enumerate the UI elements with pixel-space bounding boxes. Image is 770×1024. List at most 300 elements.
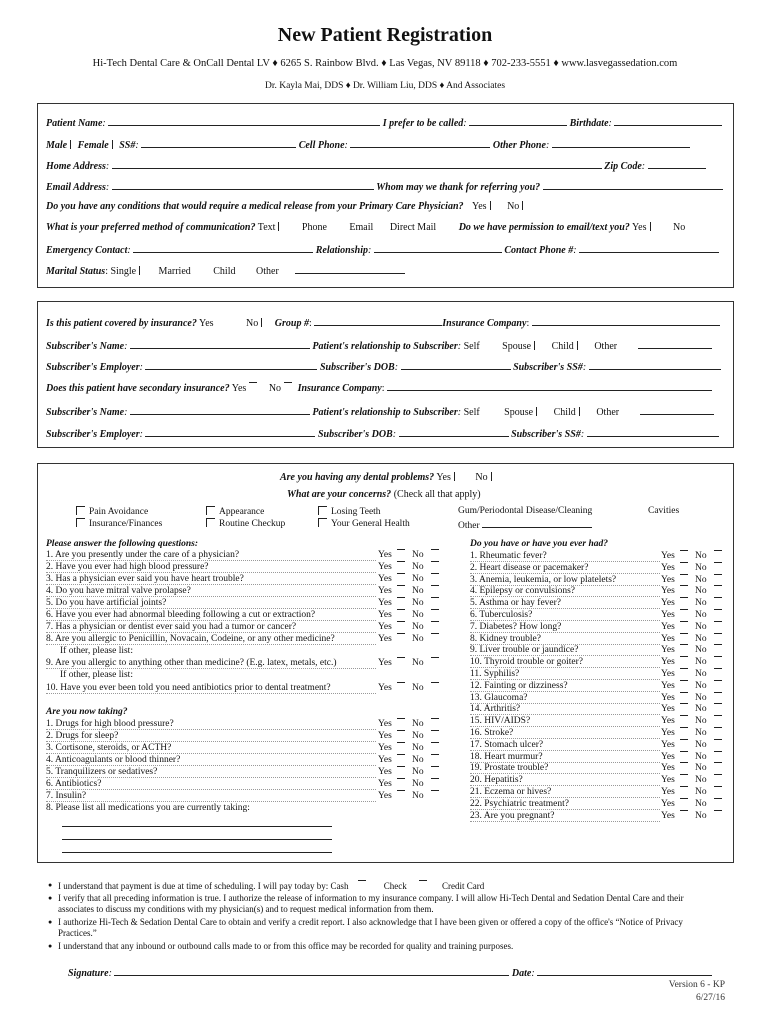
- yes-checkbox[interactable]: [680, 574, 688, 575]
- no-checkbox[interactable]: [714, 585, 722, 586]
- patient-name-field[interactable]: [108, 116, 380, 126]
- no-option[interactable]: No: [695, 669, 707, 679]
- question-label: 5. Asthma or hay fever?: [470, 598, 660, 609]
- yes-checkbox[interactable]: [680, 727, 688, 728]
- no-option[interactable]: No: [695, 704, 707, 715]
- question-row: [470, 692, 707, 704]
- yes-checkbox[interactable]: [680, 668, 688, 669]
- yes-option[interactable]: Yes: [378, 731, 392, 741]
- yes-checkbox[interactable]: [680, 810, 688, 811]
- yes-option[interactable]: Yes: [378, 791, 392, 801]
- other-phone-field[interactable]: [552, 138, 690, 148]
- no-option[interactable]: No: [695, 798, 707, 809]
- page-title: New Patient Registration: [277, 24, 493, 46]
- ss-field[interactable]: [141, 138, 296, 148]
- sex-ss-row: Male Female SS#: Cell Phone: Other Phone:: [46, 138, 690, 151]
- question-row: [470, 657, 707, 668]
- question-label: 22. Psychiatric treatment?: [470, 799, 660, 810]
- no-checkbox[interactable]: [714, 739, 722, 740]
- no-checkbox[interactable]: [714, 751, 722, 752]
- yes-option[interactable]: Yes: [378, 779, 392, 789]
- yes-checkbox[interactable]: [397, 549, 405, 550]
- birthdate-field[interactable]: [614, 116, 722, 126]
- no-option[interactable]: No: [412, 767, 424, 777]
- pay-check-checkbox[interactable]: [419, 880, 427, 881]
- relationship-field[interactable]: [374, 243, 502, 253]
- yes-option[interactable]: Yes: [378, 598, 392, 608]
- cell-phone-field[interactable]: [350, 138, 490, 148]
- checkbox-icon: [206, 506, 215, 515]
- no-checkbox[interactable]: [714, 550, 722, 551]
- yes-checkbox[interactable]: [397, 766, 405, 767]
- yes-option[interactable]: Yes: [661, 574, 675, 585]
- subscriber-ss-field[interactable]: [589, 360, 721, 370]
- yes-checkbox[interactable]: [680, 644, 688, 645]
- question-row: [46, 791, 424, 802]
- no-option[interactable]: No: [695, 574, 707, 585]
- question-label: 11. Syphilis?: [470, 669, 660, 680]
- secondary-rel-spouse-checkbox[interactable]: [536, 407, 538, 416]
- no-checkbox[interactable]: [714, 668, 722, 669]
- question-row: [46, 550, 424, 561]
- no-option[interactable]: No: [695, 692, 707, 703]
- yes-checkbox[interactable]: [680, 798, 688, 799]
- home-address-row: Home Address: Zip Code:: [46, 159, 706, 172]
- yes-checkbox[interactable]: [397, 790, 405, 791]
- yes-option[interactable]: Yes: [378, 586, 392, 596]
- no-checkbox[interactable]: [714, 727, 722, 728]
- no-checkbox[interactable]: [431, 609, 439, 610]
- yes-checkbox[interactable]: [397, 573, 405, 574]
- no-option[interactable]: No: [695, 633, 707, 644]
- yes-checkbox[interactable]: [680, 692, 688, 693]
- question-label: 18. Heart murmur?: [470, 752, 660, 763]
- patient-info-section: [37, 103, 734, 288]
- communication-row: What is your preferred method of communication? Text Phone Email Direct Mail Do we have permission to email/text you? Yes No: [46, 222, 686, 233]
- question-row: [470, 716, 707, 727]
- no-option[interactable]: No: [695, 728, 707, 738]
- yes-checkbox[interactable]: [397, 657, 405, 658]
- yes-option[interactable]: Yes: [378, 574, 392, 584]
- question-label: 15. HIV/AIDS?: [470, 716, 660, 727]
- secondary-subscriber-name-field[interactable]: [130, 405, 310, 415]
- email-row: Email Address: Whom may we thank for referring you?: [46, 180, 723, 193]
- question-row: [46, 586, 424, 597]
- checkbox-icon: [76, 506, 85, 515]
- no-option[interactable]: No: [412, 634, 424, 644]
- yes-option[interactable]: Yes: [661, 728, 675, 738]
- no-checkbox[interactable]: [714, 715, 722, 716]
- comm-text-checkbox[interactable]: [278, 222, 280, 231]
- no-option[interactable]: No: [412, 779, 424, 789]
- no-option[interactable]: No: [695, 610, 707, 620]
- pay-cash-checkbox[interactable]: [358, 880, 366, 881]
- yes-option[interactable]: Yes: [661, 704, 675, 715]
- no-checkbox[interactable]: [714, 574, 722, 575]
- yes-option[interactable]: Yes: [661, 645, 675, 656]
- version-date: 6/27/16: [695, 993, 725, 1003]
- yes-checkbox[interactable]: [680, 621, 688, 622]
- version-label: Version 6 - KP: [668, 980, 725, 990]
- yes-checkbox[interactable]: [397, 778, 405, 779]
- yes-checkbox[interactable]: [397, 621, 405, 622]
- secondary-ss-field[interactable]: [587, 427, 719, 437]
- yes-option[interactable]: Yes: [378, 719, 392, 729]
- question-row: [470, 586, 707, 597]
- concern-other[interactable]: Other: [458, 518, 592, 531]
- no-checkbox[interactable]: [714, 644, 722, 645]
- yes-option[interactable]: Yes: [378, 562, 392, 572]
- no-option[interactable]: No: [412, 658, 424, 668]
- yes-checkbox[interactable]: [680, 751, 688, 752]
- yes-checkbox[interactable]: [397, 561, 405, 562]
- conditions-yes-checkbox[interactable]: [490, 201, 492, 210]
- concern-appearance[interactable]: Appearance: [206, 506, 264, 517]
- checkbox-icon: [206, 518, 215, 527]
- yes-option[interactable]: Yes: [661, 787, 675, 797]
- no-checkbox[interactable]: [714, 762, 722, 763]
- yes-checkbox[interactable]: [680, 562, 688, 563]
- question-row: [46, 634, 424, 645]
- question-row: [470, 633, 707, 645]
- question-label: 23. Are you pregnant?: [470, 811, 660, 822]
- checkbox-icon: [318, 506, 327, 515]
- no-option[interactable]: No: [412, 683, 424, 693]
- subscriber-name-field[interactable]: [130, 339, 310, 349]
- question-label: 5. Tranquilizers or sedatives?: [46, 767, 376, 778]
- question-label: 3. Anemia, leukemia, or low platelets?: [470, 575, 660, 586]
- yes-option[interactable]: Yes: [661, 657, 675, 668]
- no-checkbox[interactable]: [431, 754, 439, 755]
- yes-option[interactable]: Yes: [661, 751, 675, 762]
- yes-option[interactable]: Yes: [661, 763, 675, 774]
- concern-insurance[interactable]: Insurance/Finances: [76, 518, 162, 529]
- no-checkbox[interactable]: [714, 774, 722, 775]
- subscriber-dob-field[interactable]: [401, 360, 511, 370]
- concern-checkup[interactable]: Routine Checkup: [206, 518, 285, 529]
- no-checkbox[interactable]: [714, 810, 722, 811]
- question-row: [470, 739, 707, 751]
- secondary-rel-other-field[interactable]: [640, 405, 714, 415]
- yes-option[interactable]: Yes: [661, 598, 675, 609]
- secondary-employer-field[interactable]: [145, 427, 315, 437]
- yes-checkbox[interactable]: [397, 718, 405, 719]
- home-address-field[interactable]: [112, 159, 602, 169]
- zip-field[interactable]: [648, 159, 706, 169]
- no-option[interactable]: No: [695, 621, 707, 632]
- male-checkbox[interactable]: [70, 140, 72, 149]
- yes-checkbox[interactable]: [680, 774, 688, 775]
- practice-info: Hi-Tech Dental Care & OnCall Dental LV ♦ 6265 S. Rainbow Blvd. ♦ Las Vegas, NV 89118 ♦ 702-233-5551 ♦ www.lasvegassedation.com: [92, 58, 678, 69]
- no-checkbox[interactable]: [431, 597, 439, 598]
- yes-option[interactable]: Yes: [661, 810, 675, 821]
- yes-option[interactable]: Yes: [661, 775, 675, 786]
- no-option[interactable]: No: [412, 755, 424, 765]
- question-row: [470, 598, 707, 609]
- yes-checkbox[interactable]: [680, 703, 688, 704]
- no-checkbox[interactable]: [431, 657, 439, 658]
- question-row: [46, 743, 424, 754]
- no-checkbox[interactable]: [714, 798, 722, 799]
- no-option[interactable]: No: [695, 751, 707, 762]
- no-checkbox[interactable]: [431, 742, 439, 743]
- question-label: 3. Cortisone, steroids, or ACTH?: [46, 743, 376, 754]
- concern-pain[interactable]: Pain Avoidance: [76, 506, 148, 517]
- no-checkbox[interactable]: [714, 786, 722, 787]
- patient-name-row: Patient Name: I prefer to be called: Birthdate:: [46, 116, 722, 129]
- yes-checkbox[interactable]: [680, 633, 688, 634]
- no-checkbox[interactable]: [431, 682, 439, 683]
- no-checkbox[interactable]: [714, 680, 722, 681]
- no-option[interactable]: No: [695, 551, 707, 561]
- no-checkbox[interactable]: [714, 562, 722, 563]
- question-row: [470, 751, 707, 763]
- question-label: 7. Insulin?: [46, 791, 376, 802]
- yes-option[interactable]: Yes: [378, 550, 392, 560]
- group-field[interactable]: [314, 316, 442, 326]
- no-option[interactable]: No: [412, 719, 424, 729]
- rel-child-checkbox[interactable]: [577, 341, 579, 350]
- permission-yes-checkbox[interactable]: [650, 222, 652, 231]
- medication-line[interactable]: [62, 817, 332, 827]
- no-option[interactable]: No: [412, 598, 424, 608]
- dental-problems-yes-checkbox[interactable]: [454, 472, 456, 481]
- concern-losing-teeth[interactable]: Losing Teeth: [318, 506, 381, 517]
- emergency-row: Emergency Contact: Relationship: Contact Phone #:: [46, 243, 719, 256]
- no-checkbox[interactable]: [431, 549, 439, 550]
- question-label: 9. Are you allergic to anything other than medicine? (E.g. latex, metals, etc.): [46, 658, 376, 669]
- question-label: 7. Has a physician or dentist ever said you had a tumor or cancer?: [46, 622, 376, 633]
- no-option[interactable]: No: [695, 716, 707, 727]
- no-option[interactable]: No: [695, 586, 707, 597]
- question-row: [470, 787, 707, 798]
- no-option[interactable]: No: [412, 562, 424, 572]
- question-row: [470, 728, 707, 739]
- covered-no-checkbox[interactable]: [261, 318, 263, 327]
- female-checkbox[interactable]: [112, 140, 114, 149]
- yes-checkbox[interactable]: [680, 609, 688, 610]
- question-label: 12. Fainting or dizziness?: [470, 681, 660, 692]
- consent-payment: ● I understand that payment is due at time of scheduling. I will pay today by: Cash Check Credit Card: [58, 880, 718, 892]
- question-label: 6. Tuberculosis?: [470, 610, 660, 621]
- question-label: 1. Rheumatic fever?: [470, 551, 660, 562]
- date-field[interactable]: [537, 966, 712, 976]
- question-label: 17. Stomach ulcer?: [470, 740, 660, 751]
- no-option[interactable]: No: [412, 550, 424, 560]
- yes-option[interactable]: Yes: [378, 683, 392, 693]
- question-row: [46, 622, 424, 633]
- no-option[interactable]: No: [412, 731, 424, 741]
- yes-option[interactable]: Yes: [378, 743, 392, 753]
- dental-problems-row: Are you having any dental problems? Yes No: [280, 472, 496, 483]
- yes-option[interactable]: Yes: [378, 658, 392, 668]
- no-checkbox[interactable]: [714, 703, 722, 704]
- conditions-no-checkbox[interactable]: [522, 201, 524, 210]
- question-row: [470, 775, 707, 786]
- consent-recording: ● I understand that any inbound or outbound calls made to or from this office may be recorded for quality and training purposes.: [58, 941, 718, 952]
- question-row: [470, 551, 707, 562]
- question-label: 10. Thyroid trouble or goiter?: [470, 657, 660, 668]
- yes-checkbox[interactable]: [397, 730, 405, 731]
- no-option[interactable]: No: [695, 787, 707, 797]
- yes-option[interactable]: Yes: [378, 622, 392, 632]
- question-label: 13. Glaucoma?: [470, 693, 660, 704]
- question-label: 16. Stroke?: [470, 728, 660, 739]
- no-option[interactable]: No: [695, 657, 707, 668]
- yes-checkbox[interactable]: [397, 609, 405, 610]
- yes-option[interactable]: Yes: [378, 767, 392, 777]
- email-field[interactable]: [112, 180, 374, 190]
- yes-option[interactable]: Yes: [378, 634, 392, 644]
- yes-checkbox[interactable]: [680, 597, 688, 598]
- marital-single-checkbox[interactable]: [139, 266, 141, 275]
- yes-checkbox[interactable]: [397, 754, 405, 755]
- question-label: 5. Do you have artificial joints?: [46, 598, 376, 609]
- no-option[interactable]: No: [695, 562, 707, 573]
- consent-verify: ● I verify that all preceding information is true. I authorize the release of information to my insurance company. I will allow Hi-Tech Dental and Sedation Dental Care and their associates to discuss my conditions with my physician(s) and to request medical information from them.: [58, 893, 718, 915]
- question-label: 1. Drugs for high blood pressure?: [46, 719, 376, 730]
- no-checkbox[interactable]: [431, 585, 439, 586]
- no-checkbox[interactable]: [714, 692, 722, 693]
- no-checkbox[interactable]: [431, 790, 439, 791]
- no-option[interactable]: No: [695, 810, 707, 821]
- yes-checkbox[interactable]: [397, 742, 405, 743]
- question-row: [470, 704, 707, 715]
- contact-phone-field[interactable]: [579, 243, 719, 253]
- secondary-yes-checkbox[interactable]: [249, 382, 257, 383]
- yes-checkbox[interactable]: [397, 585, 405, 586]
- employer-field[interactable]: [145, 360, 317, 370]
- yes-option[interactable]: Yes: [661, 610, 675, 620]
- yes-option[interactable]: Yes: [378, 755, 392, 765]
- no-option[interactable]: No: [412, 743, 424, 753]
- yes-option[interactable]: Yes: [661, 739, 675, 750]
- no-checkbox[interactable]: [714, 633, 722, 634]
- no-checkbox[interactable]: [714, 609, 722, 610]
- concern-gum[interactable]: Gum/Periodontal Disease/Cleaning: [458, 506, 593, 516]
- no-option[interactable]: No: [412, 610, 424, 620]
- no-checkbox[interactable]: [714, 621, 722, 622]
- insurance-company-field[interactable]: [532, 316, 720, 326]
- no-option[interactable]: No: [695, 763, 707, 774]
- no-option[interactable]: No: [695, 680, 707, 691]
- yes-option[interactable]: Yes: [661, 621, 675, 632]
- dental-problems-no-checkbox[interactable]: [491, 472, 493, 481]
- question-row: [470, 574, 707, 586]
- referral-field[interactable]: [543, 180, 723, 190]
- signature-field[interactable]: [114, 966, 509, 976]
- secondary-subscriber-name-row: Subscriber's Name: Patient's relationship to Subscriber: Self Spouse Child Other: [46, 405, 714, 418]
- no-option[interactable]: No: [695, 645, 707, 656]
- yes-checkbox[interactable]: [680, 762, 688, 763]
- secondary-company-field[interactable]: [387, 381, 712, 391]
- no-option[interactable]: No: [695, 739, 707, 750]
- question-label: 9. Liver trouble or jaundice?: [470, 645, 660, 656]
- medication-line[interactable]: [62, 830, 332, 840]
- no-checkbox[interactable]: [431, 718, 439, 719]
- question-row: [470, 810, 707, 822]
- yes-option[interactable]: Yes: [661, 562, 675, 573]
- secondary-rel-child-checkbox[interactable]: [579, 407, 581, 416]
- yes-checkbox[interactable]: [680, 550, 688, 551]
- rel-spouse-checkbox[interactable]: [534, 341, 536, 350]
- question-row: [46, 610, 424, 621]
- yes-checkbox[interactable]: [397, 633, 405, 634]
- yes-checkbox[interactable]: [397, 597, 405, 598]
- no-checkbox[interactable]: [431, 633, 439, 634]
- question-label: 6. Antibiotics?: [46, 779, 376, 790]
- no-checkbox[interactable]: [431, 766, 439, 767]
- secondary-no-checkbox[interactable]: [284, 382, 292, 383]
- medication-line[interactable]: [62, 843, 332, 853]
- secondary-dob-field[interactable]: [399, 427, 509, 437]
- yes-checkbox[interactable]: [680, 680, 688, 681]
- no-checkbox[interactable]: [431, 621, 439, 622]
- concern-other-field[interactable]: [482, 518, 592, 528]
- no-option[interactable]: No: [695, 775, 707, 786]
- marital-other-field[interactable]: [295, 264, 405, 274]
- yes-checkbox[interactable]: [397, 682, 405, 683]
- question-label: If other, please list:: [60, 670, 133, 680]
- question-label: 8. Kidney trouble?: [470, 634, 660, 645]
- rel-other-field[interactable]: [638, 339, 712, 349]
- question-row: [46, 658, 424, 669]
- question-label: 14. Arthritis?: [470, 704, 660, 715]
- concern-general-health[interactable]: Your General Health: [318, 518, 410, 529]
- yes-option[interactable]: Yes: [661, 798, 675, 809]
- medication-lines[interactable]: [62, 812, 332, 853]
- yes-option[interactable]: Yes: [661, 669, 675, 679]
- yes-checkbox[interactable]: [680, 786, 688, 787]
- yes-option[interactable]: Yes: [661, 716, 675, 727]
- question-label: 7. Diabetes? How long?: [470, 622, 660, 633]
- emergency-contact-field[interactable]: [133, 243, 313, 253]
- yes-option[interactable]: Yes: [661, 586, 675, 597]
- question-label: 8. Please list all medications you are currently taking:: [46, 803, 250, 813]
- question-row: [470, 610, 707, 621]
- yes-checkbox[interactable]: [680, 656, 688, 657]
- no-option[interactable]: No: [412, 622, 424, 632]
- question-row: [46, 670, 376, 680]
- preferred-name-field[interactable]: [469, 116, 567, 126]
- no-option[interactable]: No: [412, 574, 424, 584]
- yes-option[interactable]: Yes: [661, 692, 675, 703]
- yes-option[interactable]: Yes: [661, 633, 675, 644]
- yes-checkbox[interactable]: [680, 739, 688, 740]
- question-row: [46, 755, 424, 766]
- covered-row: Is this patient covered by insurance? Yes No Group #: Insurance Company:: [46, 316, 720, 329]
- no-checkbox[interactable]: [431, 561, 439, 562]
- yes-checkbox[interactable]: [680, 715, 688, 716]
- yes-option[interactable]: Yes: [661, 680, 675, 691]
- yes-checkbox[interactable]: [680, 585, 688, 586]
- no-option[interactable]: No: [412, 586, 424, 596]
- concern-cavities[interactable]: Cavities: [648, 506, 680, 516]
- question-label: 21. Eczema or hives?: [470, 787, 660, 798]
- yes-option[interactable]: Yes: [378, 610, 392, 620]
- no-option[interactable]: No: [412, 791, 424, 801]
- no-checkbox[interactable]: [431, 573, 439, 574]
- yes-option[interactable]: Yes: [661, 551, 675, 561]
- no-checkbox[interactable]: [714, 597, 722, 598]
- question-row: [470, 621, 707, 633]
- subscriber-employer-row: Subscriber's Employer: Subscriber's DOB: Subscriber's SS#:: [46, 360, 721, 373]
- no-checkbox[interactable]: [431, 778, 439, 779]
- no-checkbox[interactable]: [714, 656, 722, 657]
- no-option[interactable]: No: [695, 598, 707, 609]
- no-checkbox[interactable]: [431, 730, 439, 731]
- marital-row: Marital Status: Single Married Child Other: [46, 264, 405, 277]
